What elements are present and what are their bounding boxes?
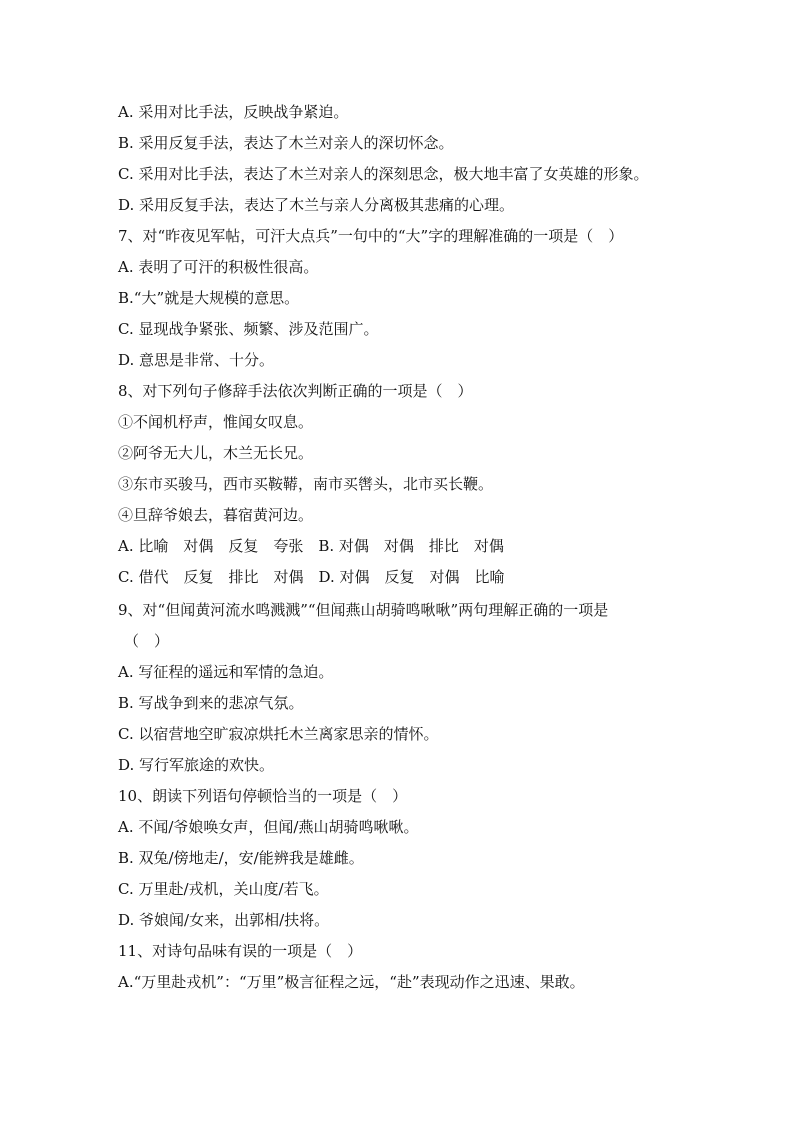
question-10: 10、朗读下列语句停顿恰当的一项是（ ） xyxy=(118,787,408,805)
question-11: 11、对诗句品味有误的一项是（ ） xyxy=(118,942,363,960)
option-a-q9: A. 写征程的遥远和军情的急迫。 xyxy=(118,663,334,681)
options-ab-q8: A. 比喻 对偶 反复 夸张 B. 对偶 对偶 排比 对偶 xyxy=(118,537,504,555)
option-a-q11: A.“万里赴戎机”：“万里”极言征程之远，“赴”表现动作之迅速、果敢。 xyxy=(118,973,585,991)
option-c-q6: C. 采用对比手法，表达了木兰对亲人的深刻思念，极大地丰富了女英雄的形象。 xyxy=(118,165,649,183)
option-d-q9: D. 写行军旅途的欢快。 xyxy=(118,756,275,774)
option-d-q6: D. 采用反复手法，表达了木兰与亲人分离极其悲痛的心理。 xyxy=(118,196,515,214)
option-c-q7: C. 显现战争紧张、频繁、涉及范围广。 xyxy=(118,320,379,338)
question-8: 8、对下列句子修辞手法依次判断正确的一项是（ ） xyxy=(118,382,473,400)
option-d-q7: D. 意思是非常、十分。 xyxy=(118,351,275,369)
option-b-q9: B. 写战争到来的悲凉气氛。 xyxy=(118,694,304,712)
question-7: 7、对“昨夜见军帖，可汗大点兵”一句中的“大”字的理解准确的一项是（ ） xyxy=(118,227,624,245)
option-d-q10: D. 爷娘闻/女来，出郭相/扶将。 xyxy=(118,911,330,929)
option-b-q10: B. 双兔/傍地走/，安/能辨我是雄雌。 xyxy=(118,849,364,867)
option-c-q9: C. 以宿营地空旷寂凉烘托木兰离家思亲的情怀。 xyxy=(118,725,439,743)
options-cd-q8: C. 借代 反复 排比 对偶 D. 对偶 反复 对偶 比喻 xyxy=(118,568,505,586)
option-a-q10: A. 不闻/爷娘唤女声，但闻/燕山胡骑鸣啾啾。 xyxy=(118,818,419,836)
question-9: 9、对“但闻黄河流水鸣溅溅”“但闻燕山胡骑鸣啾啾”两句理解正确的一项是 xyxy=(118,601,609,619)
option-a-q6: A. 采用对比手法，反映战争紧迫。 xyxy=(118,103,349,121)
option-a-q7: A. 表明了可汗的积极性很高。 xyxy=(118,258,319,276)
sentence-4-q8: ④旦辞爷娘去，暮宿黄河边。 xyxy=(118,506,314,524)
sentence-1-q8: ①不闻机杼声，惟闻女叹息。 xyxy=(118,413,314,431)
option-c-q10: C. 万里赴/戎机，关山度/若飞。 xyxy=(118,880,329,898)
option-b-q6: B. 采用反复手法，表达了木兰对亲人的深切怀念。 xyxy=(118,134,454,152)
sentence-3-q8: ③东市买骏马，西市买鞍鞯，南市买辔头，北市买长鞭。 xyxy=(118,475,494,493)
sentence-2-q8: ②阿爷无大儿，木兰无长兄。 xyxy=(118,444,314,462)
question-9-bracket: （ ） xyxy=(124,632,170,650)
option-b-q7: B.“大”就是大规模的意思。 xyxy=(118,289,300,307)
